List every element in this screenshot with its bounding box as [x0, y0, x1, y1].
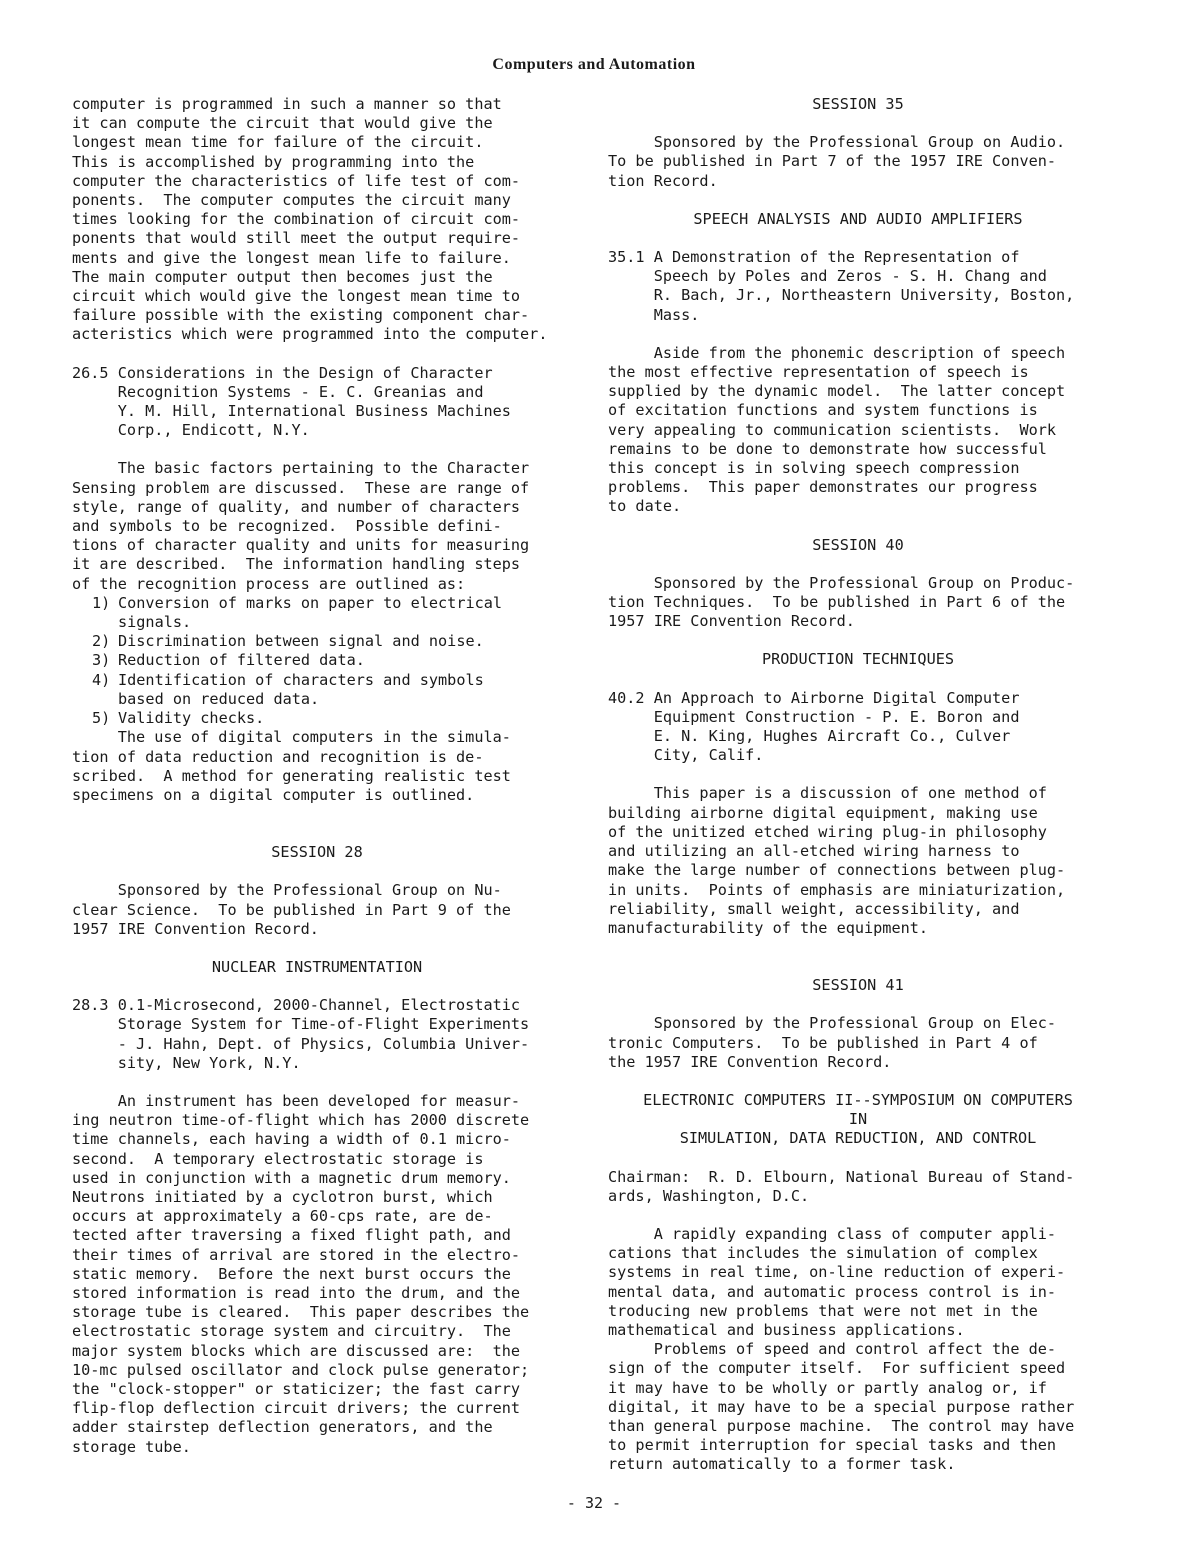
list-item-number: 3) — [92, 651, 111, 670]
session-35-sponsor: Sponsored by the Professional Group on Audio. To be published in Part 7 of the 1957 IRE Conven- tion Record. — [608, 133, 1066, 190]
paper-28-3-title — [72, 996, 562, 1073]
session-35-heading: SESSION 35 — [812, 95, 904, 113]
paper-40-2-title — [608, 689, 1108, 766]
list-item-number: 1) — [92, 593, 111, 612]
session-28-sponsor: Sponsored by the Professional Group on Nu- clear Science. To be published in Part 9 of the 1957 IRE Convention Record. — [72, 881, 511, 938]
list-item — [72, 632, 562, 651]
paper-number: 26.5 — [72, 363, 118, 382]
list-item-text: Conversion of marks on paper to electrical signals. — [118, 593, 503, 632]
intro-paragraph: computer is programmed in such a manner so that it can compute the circuit that would give the longest mean time for failure of the circuit. This is accomplished by programming into the computer the characteristics of life test of com- ponents. The computer computes the circuit many times looking for the combination of circuit com- ponents that would still meet the output require- ments and give the longest mean life to failure. The main computer output then becomes just the circuit which would give the longest mean time to failure possible with the existing component char- acteristics which were programmed into the computer. — [72, 95, 548, 344]
list-item — [72, 671, 562, 709]
list-item — [72, 594, 562, 632]
paper-26-5-abstract: The basic factors pertaining to the Character Sensing problem are discussed. These are range of style, range of quality, and number of characters and symbols to be recognized. Possible defini- tions of character quality and units for measuring it are described. The information handling steps of the recognition process are outlined as: — [72, 459, 530, 593]
paper-number: 40.2 — [608, 688, 654, 707]
list-item-text: Validity checks. — [118, 709, 265, 728]
paper-title: A Demonstration of the Representation of Speech by Poles and Zeros - S. H. Chang and R. Bach, Jr., Northeastern University, Boston, Mass. — [653, 248, 1075, 324]
session-40-sponsor: Sponsored by the Professional Group on Produc- tion Techniques. To be published in Part 6 of the 1957 IRE Convention Record. — [608, 573, 1075, 631]
session-41-chairman: Chairman: R. D. Elbourn, National Bureau of Stand- ards, Washington, D.C. — [608, 1167, 1075, 1205]
session-40-topic: PRODUCTION TECHNIQUES — [761, 650, 955, 669]
recognition-steps-list — [72, 594, 562, 728]
session-40-heading: SESSION 40 — [812, 535, 904, 554]
list-item-text: Reduction of filtered data. — [118, 651, 365, 670]
paper-title: Considerations in the Design of Character Recognition Systems - E. C. Greanias and Y. M. Hill, International Business Machines Corp., Endicott, N.Y. — [117, 363, 511, 440]
session-28-heading: SESSION 28 — [271, 843, 363, 862]
left-column — [72, 95, 562, 1457]
paper-28-3-abstract: An instrument has been developed for measur- ing neutron time-of-flight which has 2000 discrete time channels, each having a width of 0.1 micro- second. A temporary electrostatic storage is used in conjunction with a magnetic drum memory. Neutrons initiated by a cyclotron burst, which occurs at approximately a 60-cps rate, are de- tected after traversing a fixed flight path, and their times of arrival are stored in the electro- static memory. Before the next burst occurs the stored information is read into the drum, and the storage tube is cleared. This paper describes the electrostatic storage system and circuitry. The major system blocks which are discussed are: the 10-mc pulsed oscillator and clock pulse generator; the "clock-stopper" or staticizer; the fast carry flip-flop deflection circuit drivers; the current adder stairstep deflection generators, and the storage tube. — [72, 1091, 530, 1456]
paper-title: An Approach to Airborne Digital Computer Equipment Construction - P. E. Boron and E. N. King, Hughes Aircraft Co., Culver City, Calif. — [653, 688, 1020, 765]
right-column — [608, 95, 1108, 1475]
paper-35-1-abstract: Aside from the phonemic description of speech the most effective representation of speech is supplied by the dynamic model. The latter concept of excitation functions and system functions is very appealing to communication scientists. Work remains to be done to demonstrate how successful this concept is in solving speech compression problems. This paper demonstrates our progress to date. — [608, 343, 1066, 516]
list-item-number: 2) — [92, 632, 111, 651]
list-item-text: Identification of characters and symbols based on reduced data. — [118, 670, 484, 708]
session-28-topic: NUCLEAR INSTRUMENTATION — [211, 957, 423, 976]
list-item-number: 4) — [92, 670, 111, 689]
paper-number: 28.3 — [72, 996, 118, 1015]
session-41-topic: ELECTRONIC COMPUTERS II--SYMPOSIUM ON COMPUTERS IN SIMULATION, DATA REDUCTION, AND CONTROL — [643, 1090, 1073, 1148]
session-41-sponsor: Sponsored by the Professional Group on Elec- tronic Computers. To be published in Part 4 of the 1957 IRE Convention Record. — [608, 1014, 1057, 1071]
session-41-abstract: A rapidly expanding class of computer appli- cations that includes the simulation of complex systems in real time, on-line reduction of experi- mental data, and automatic process control is in- troducing new problems that were not met in the mathematical and business applications. Problems of speed and control affect the de- sign of the computer itself. For sufficient speed it may have to be wholly or partly analog or, if digital, it may have to be a special purpose rather than general purpose machine. The control may have to permit interruption for special tasks and then return automatically to a former task. — [608, 1224, 1075, 1474]
list-item-text: Discrimination between signal and noise. — [118, 632, 484, 651]
paper-26-5-title — [72, 364, 562, 441]
list-item — [72, 709, 562, 728]
running-header: Computers and Automation — [492, 56, 696, 73]
paper-26-5-closing: The use of digital computers in the simula- tion of data reduction and recognition is de- scribed. A method for generating realistic test specimens on a digital computer is outlined. — [72, 728, 511, 804]
paper-35-1-title — [608, 248, 1108, 325]
paper-title: 0.1-Microsecond, 2000-Channel, Electrostatic Storage System for Time-of-Flight Experiments - J. Hahn, Dept. of Physics, Columbia Univer- sity, New York, N.Y. — [117, 996, 530, 1072]
page-number: - 32 - — [566, 1494, 622, 1512]
paper-40-2-abstract: This paper is a discussion of one method of building airborne digital equipment, making use of the unitized etched wiring plug-in philosophy and utilizing an all-etched wiring harness to make the large number of connections between plug- in units. Points of emphasis are miniaturization, reliability, small weight, accessibility, and manufacturability of the equipment. — [608, 784, 1066, 937]
list-item — [72, 651, 562, 670]
session-35-topic: SPEECH ANALYSIS AND AUDIO AMPLIFIERS — [693, 209, 1023, 228]
session-41-heading: SESSION 41 — [812, 976, 904, 995]
paper-number: 35.1 — [608, 248, 654, 267]
list-item-number: 5) — [92, 709, 111, 728]
